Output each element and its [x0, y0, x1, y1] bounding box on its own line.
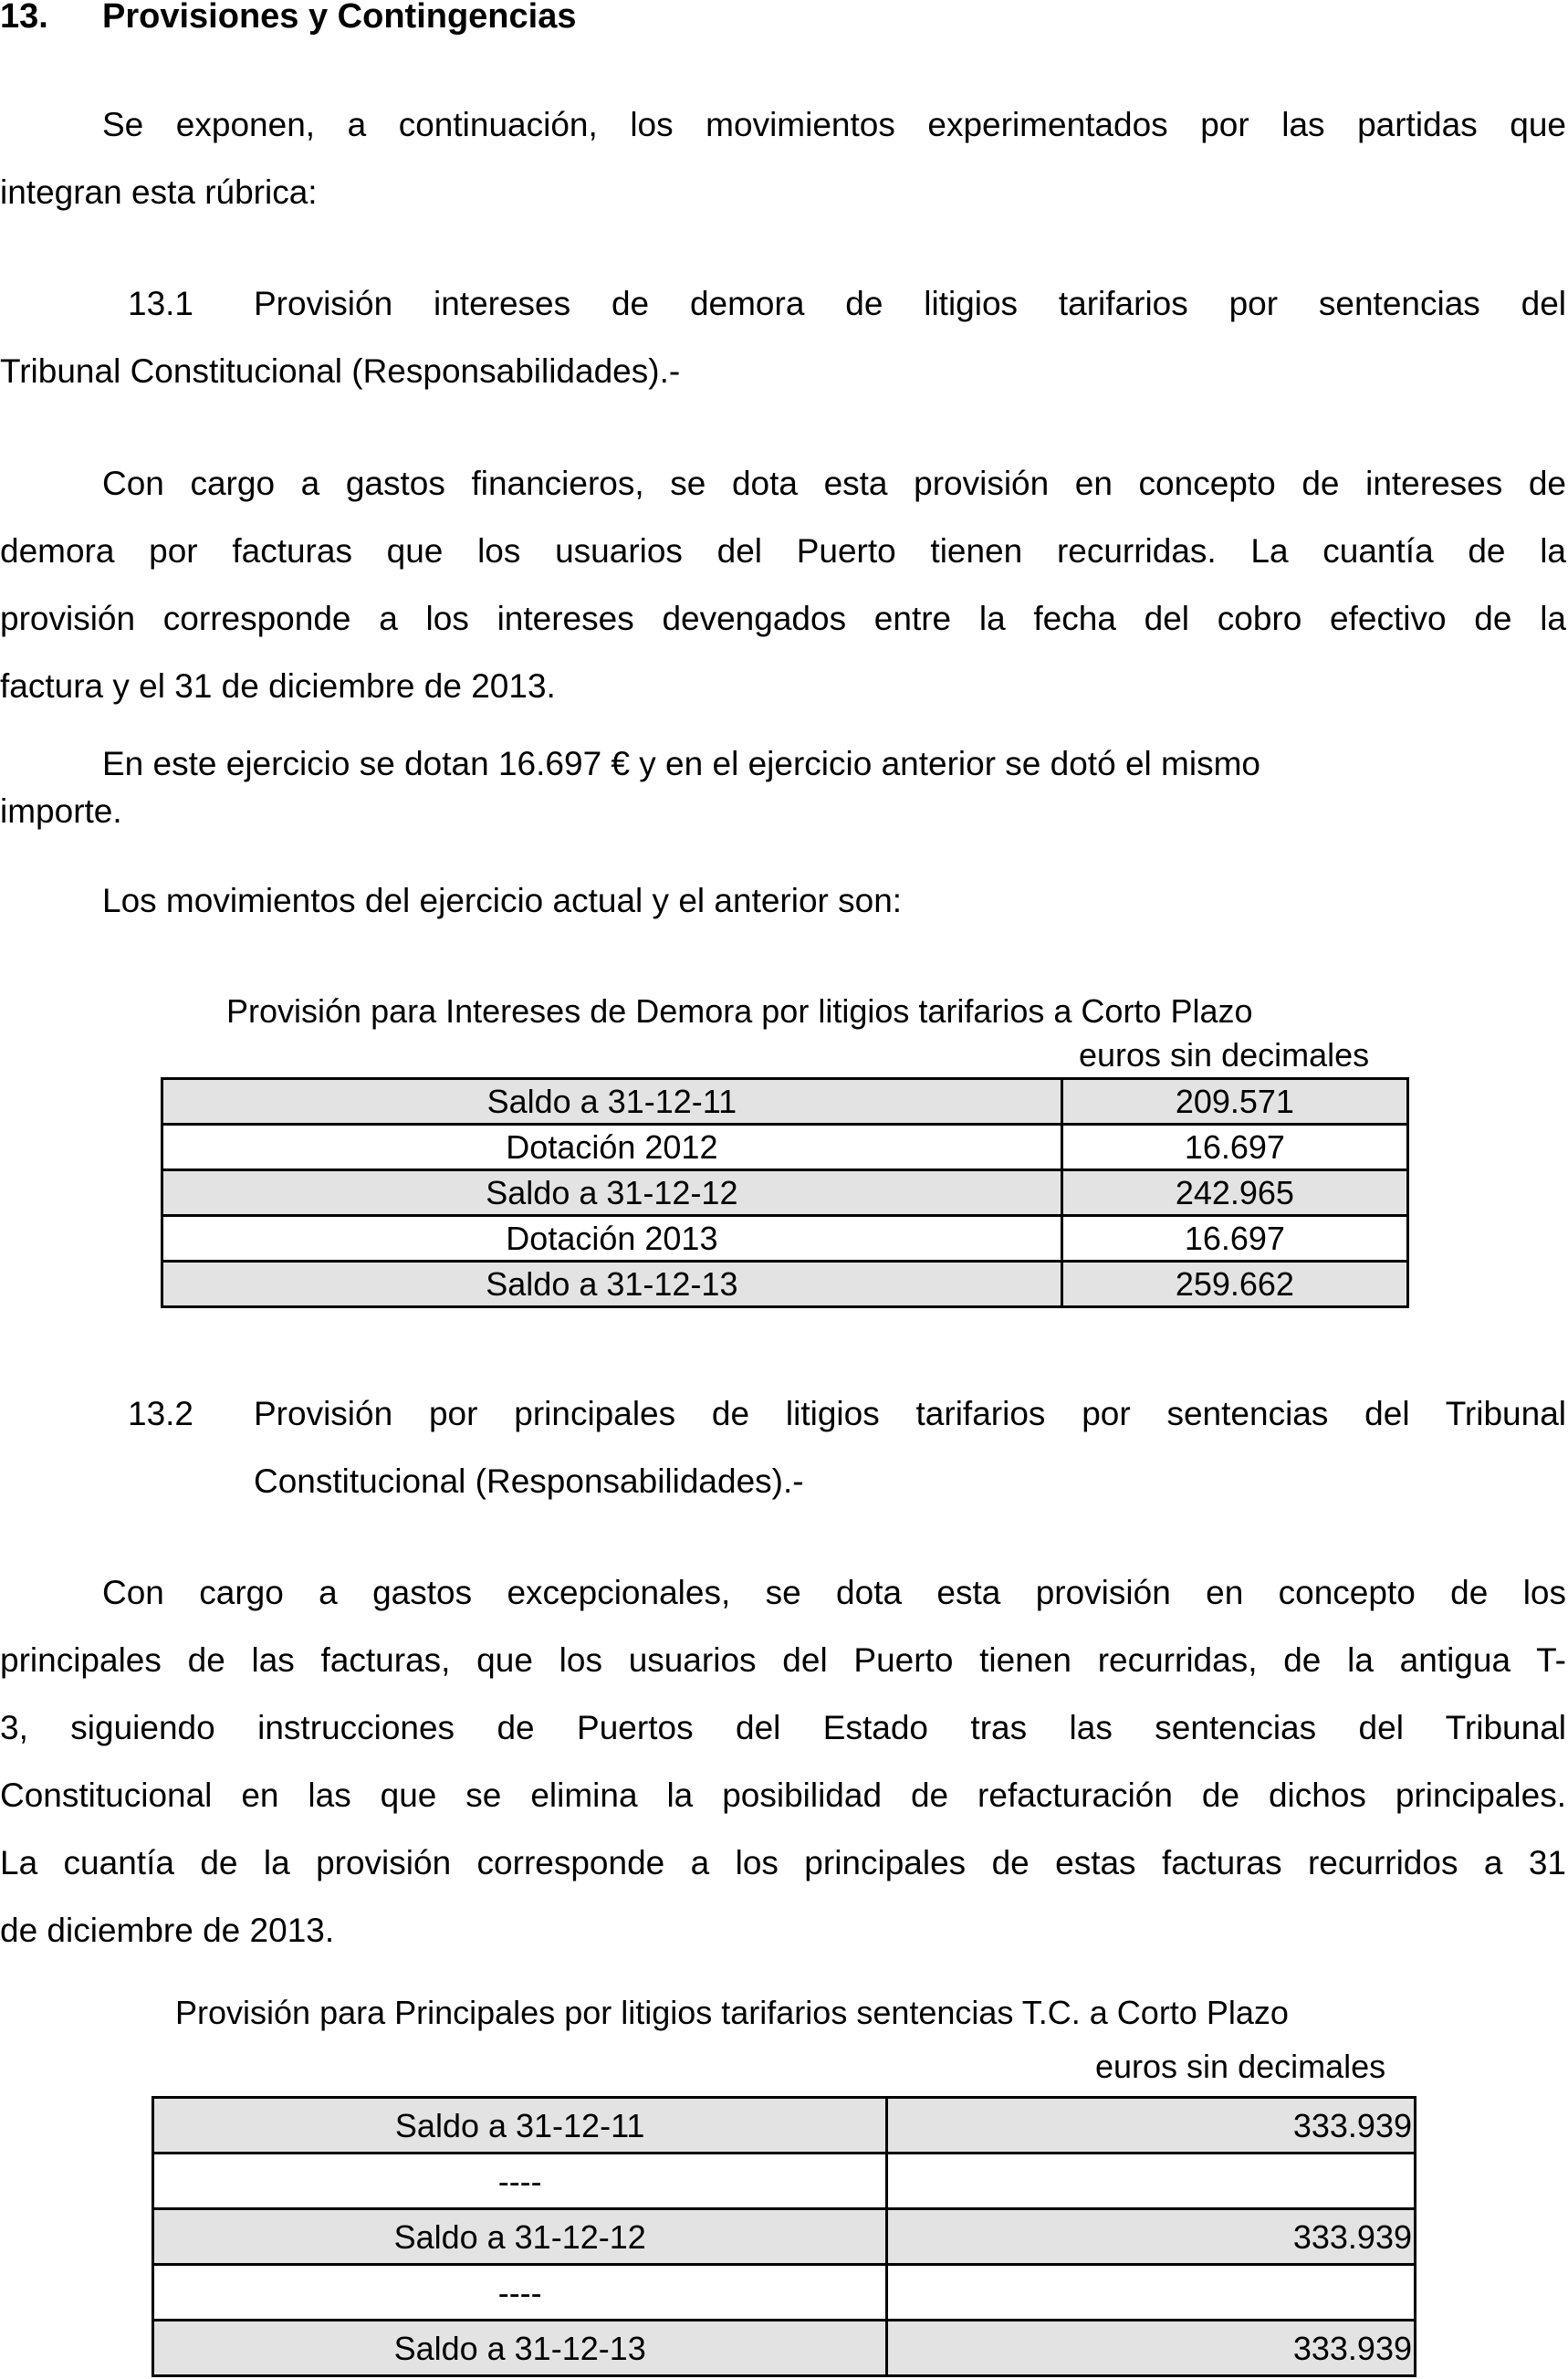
sub1-para2-line-1: En este ejercicio se dotan 16.697 € y en el ejercicio anterior se dotó el mismo: [102, 745, 1260, 782]
table-1-caption: Provisión para Intereses de Demora por litigios tarifarios a Corto Plazo: [226, 992, 1253, 1030]
table-cell-value: 242.965: [1061, 1170, 1407, 1216]
table-row: [162, 1262, 1408, 1307]
subsection-2-number: 13.2: [128, 1395, 194, 1432]
table-1-unit: euros sin decimales: [1079, 1036, 1370, 1074]
table-row: [153, 2265, 1416, 2321]
table-cell-label: Saldo a 31-12-12: [162, 1170, 1062, 1216]
table-cell-label: Saldo a 31-12-11: [162, 1079, 1062, 1125]
table-cell-value: [887, 2265, 1416, 2321]
table-cell-label: ----: [153, 2154, 887, 2209]
sub1-para1-line-1: Con cargo a gastos financieros, se dota esta provisión en concepto de intereses de: [102, 465, 1566, 502]
sub1-para1-line-2: demora por facturas que los usuarios del Puerto tienen recurridas. La cuantía de la: [0, 532, 1566, 570]
table-cell-value: 16.697: [1061, 1125, 1407, 1170]
intro-line-1: Se exponen, a continuación, los movimientos experimentados por las partidas que: [102, 106, 1566, 143]
sub1-para1-line-3: provisión corresponde a los intereses devengados entre la fecha del cobro efectivo de la: [0, 600, 1566, 637]
table-cell-label: Dotación 2012: [162, 1125, 1062, 1170]
sub2-para1-line-4: Constitucional en las que se elimina la posibilidad de refacturación de dichos principales.: [0, 1776, 1566, 1814]
subsection-1-title-line-2: Tribunal Constitucional (Responsabilidades).-: [0, 352, 681, 390]
sub2-para1-line-6: de diciembre de 2013.: [0, 1912, 335, 1949]
subsection-1-title-line-1: Provisión intereses de demora de litigios tarifarios por sentencias del: [254, 285, 1566, 322]
table-cell-label: Saldo a 31-12-13: [162, 1262, 1062, 1307]
table-row: [153, 2098, 1416, 2154]
table-row: [162, 1079, 1408, 1125]
table-cell-value: 333.939: [887, 2209, 1416, 2265]
sub1-para1-line-4: factura y el 31 de diciembre de 2013.: [0, 667, 556, 705]
sub2-para1-line-3: 3, siguiendo instrucciones de Puertos del Estado tras las sentencias del Tribunal: [0, 1709, 1566, 1746]
subsection-1-number: 13.1: [128, 285, 194, 322]
table-cell-label: Saldo a 31-12-12: [153, 2209, 887, 2265]
table-cell-label: Dotación 2013: [162, 1216, 1062, 1262]
subsection-2-title-line-2: Constitucional (Responsabilidades).-: [254, 1462, 804, 1500]
table-cell-label: Saldo a 31-12-13: [153, 2321, 887, 2376]
table-row: [162, 1216, 1408, 1262]
table-cell-label: Saldo a 31-12-11: [153, 2098, 887, 2154]
section-title: Provisiones y Contingencias: [102, 0, 577, 36]
table-row: [162, 1170, 1408, 1216]
intro-line-2: integran esta rúbrica:: [0, 173, 318, 211]
section-number: 13.: [0, 0, 48, 36]
sub2-para1-line-5: La cuantía de la provisión corresponde a los principales de estas facturas recurridos a 31: [0, 1844, 1566, 1881]
table-2-caption: Provisión para Principales por litigios tarifarios sentencias T.C. a Corto Plazo: [175, 1994, 1289, 2031]
table-row: [153, 2154, 1416, 2209]
table-cell-value: 16.697: [1061, 1216, 1407, 1262]
table-cell-label: ----: [153, 2265, 887, 2321]
subsection-2-title-line-1: Provisión por principales de litigios tarifarios por sentencias del Tribunal: [254, 1395, 1566, 1432]
sub2-para1-line-1: Con cargo a gastos excepcionales, se dota esta provisión en concepto de los: [102, 1574, 1566, 1611]
table-1: [161, 1077, 1409, 1308]
table-2: [152, 2096, 1416, 2377]
table-cell-value: [887, 2154, 1416, 2209]
table-2-unit: euros sin decimales: [1095, 2048, 1386, 2085]
sub2-para1-line-2: principales de las facturas, que los usuarios del Puerto tienen recurridas, de la antigua T-: [0, 1641, 1566, 1679]
table-cell-value: 209.571: [1061, 1079, 1407, 1125]
table-row: [153, 2209, 1416, 2265]
table-row: [153, 2321, 1416, 2376]
table-cell-value: 333.939: [887, 2321, 1416, 2376]
sub1-para2-line-2: importe.: [0, 792, 122, 830]
sub1-para3: Los movimientos del ejercicio actual y el anterior son:: [102, 882, 903, 919]
table-cell-value: 333.939: [887, 2098, 1416, 2154]
table-row: [162, 1125, 1408, 1170]
table-cell-value: 259.662: [1061, 1262, 1407, 1307]
